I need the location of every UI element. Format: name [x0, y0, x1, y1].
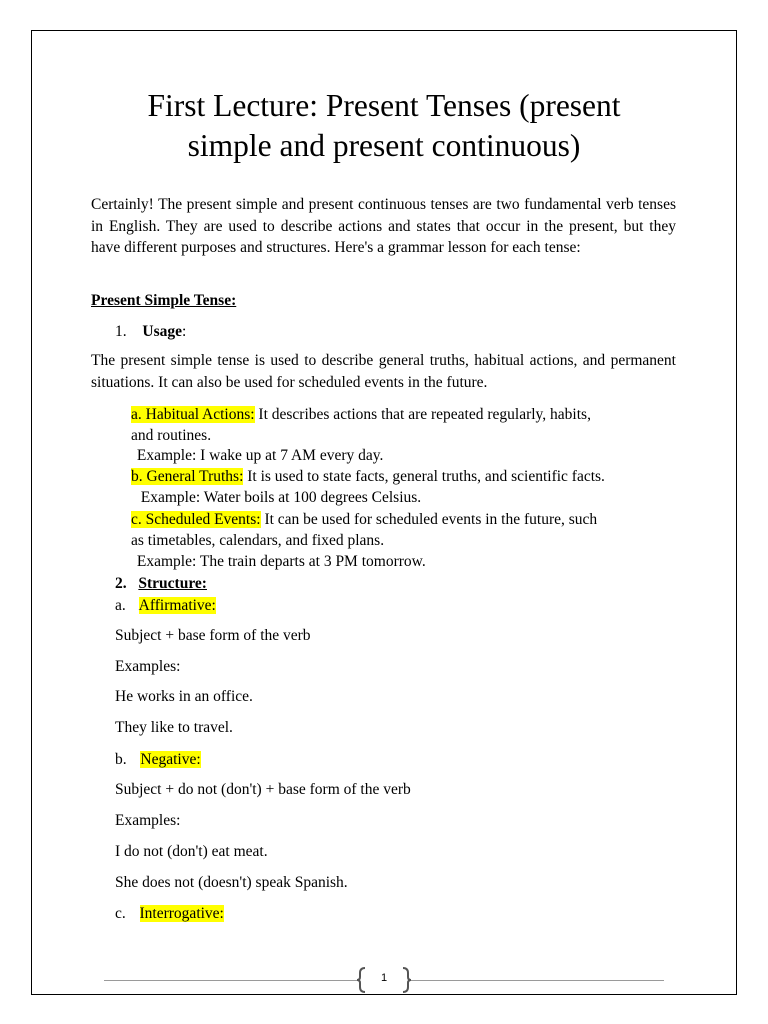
interrogative-heading — [115, 903, 224, 924]
usage-label: Usage — [142, 323, 182, 340]
negative-example-1: I do not (don't) eat meat. — [115, 843, 268, 860]
scheduled-text-2: as timetables, calendars, and fixed plans. — [131, 532, 385, 549]
structure-number: 2. — [115, 575, 127, 592]
usage-item-general-truths — [131, 466, 605, 487]
footer-rule-right — [411, 980, 664, 981]
habitual-label: a. Habitual Actions: — [131, 406, 255, 423]
title-line-1: First Lecture: Present Tenses (present — [147, 88, 621, 123]
scheduled-text-1: It can be used for scheduled events in the future, such — [260, 511, 598, 528]
structure-label: Structure: — [138, 575, 207, 592]
general-truths-example: Example: Water boils at 100 degrees Celsius. — [133, 489, 422, 506]
usage-heading — [115, 321, 186, 342]
footer-rule-left — [104, 980, 357, 981]
section-heading: Present Simple Tense: — [91, 292, 237, 309]
negative-formula: Subject + do not (don't) + base form of the verb — [115, 781, 411, 798]
usage-item-scheduled — [131, 509, 597, 530]
affirmative-examples-label: Examples: — [115, 658, 181, 675]
negative-marker: b. — [115, 751, 127, 768]
habitual-example: Example: I wake up at 7 AM every day. — [133, 447, 384, 464]
intro-paragraph: Certainly! The present simple and present continuous tenses are two fundamental verb tenses in English. They are used to describe actions and states that occur in the present, but they have different purposes and structures. Here's a grammar lesson for each tense: — [91, 196, 676, 256]
affirmative-heading — [115, 595, 216, 616]
page-title — [90, 86, 678, 166]
negative-heading — [115, 749, 201, 770]
scheduled-example: Example: The train departs at 3 PM tomorrow. — [133, 553, 426, 570]
page-number-box — [355, 967, 413, 993]
scheduled-label: c. Scheduled Events: — [131, 511, 261, 528]
general-truths-text: It is used to state facts, general truths, and scientific facts. — [243, 468, 605, 485]
usage-item-habitual — [131, 404, 591, 425]
usage-paragraph: The present simple tense is used to describe general truths, habitual actions, and permanent situations. It can also be used for scheduled events in the future. — [91, 352, 676, 391]
affirmative-label: Affirmative: — [138, 597, 216, 614]
structure-heading — [115, 573, 207, 594]
affirmative-example-2: They like to travel. — [115, 719, 233, 736]
habitual-text-2: and routines. — [131, 427, 212, 444]
negative-label: Negative: — [140, 751, 201, 768]
interrogative-label: Interrogative: — [139, 905, 224, 922]
affirmative-marker: a. — [115, 597, 126, 614]
usage-number: 1. — [115, 323, 127, 340]
interrogative-marker: c. — [115, 905, 126, 922]
affirmative-formula: Subject + base form of the verb — [115, 627, 311, 644]
negative-example-2: She does not (doesn't) speak Spanish. — [115, 874, 348, 891]
title-line-2: simple and present continuous) — [187, 128, 581, 163]
usage-colon: : — [181, 323, 187, 340]
general-truths-label: b. General Truths: — [131, 468, 244, 485]
affirmative-example-1: He works in an office. — [115, 688, 253, 705]
negative-examples-label: Examples: — [115, 812, 181, 829]
page-number: 1 — [380, 972, 388, 984]
habitual-text-1: It describes actions that are repeated regularly, habits, — [254, 406, 591, 423]
